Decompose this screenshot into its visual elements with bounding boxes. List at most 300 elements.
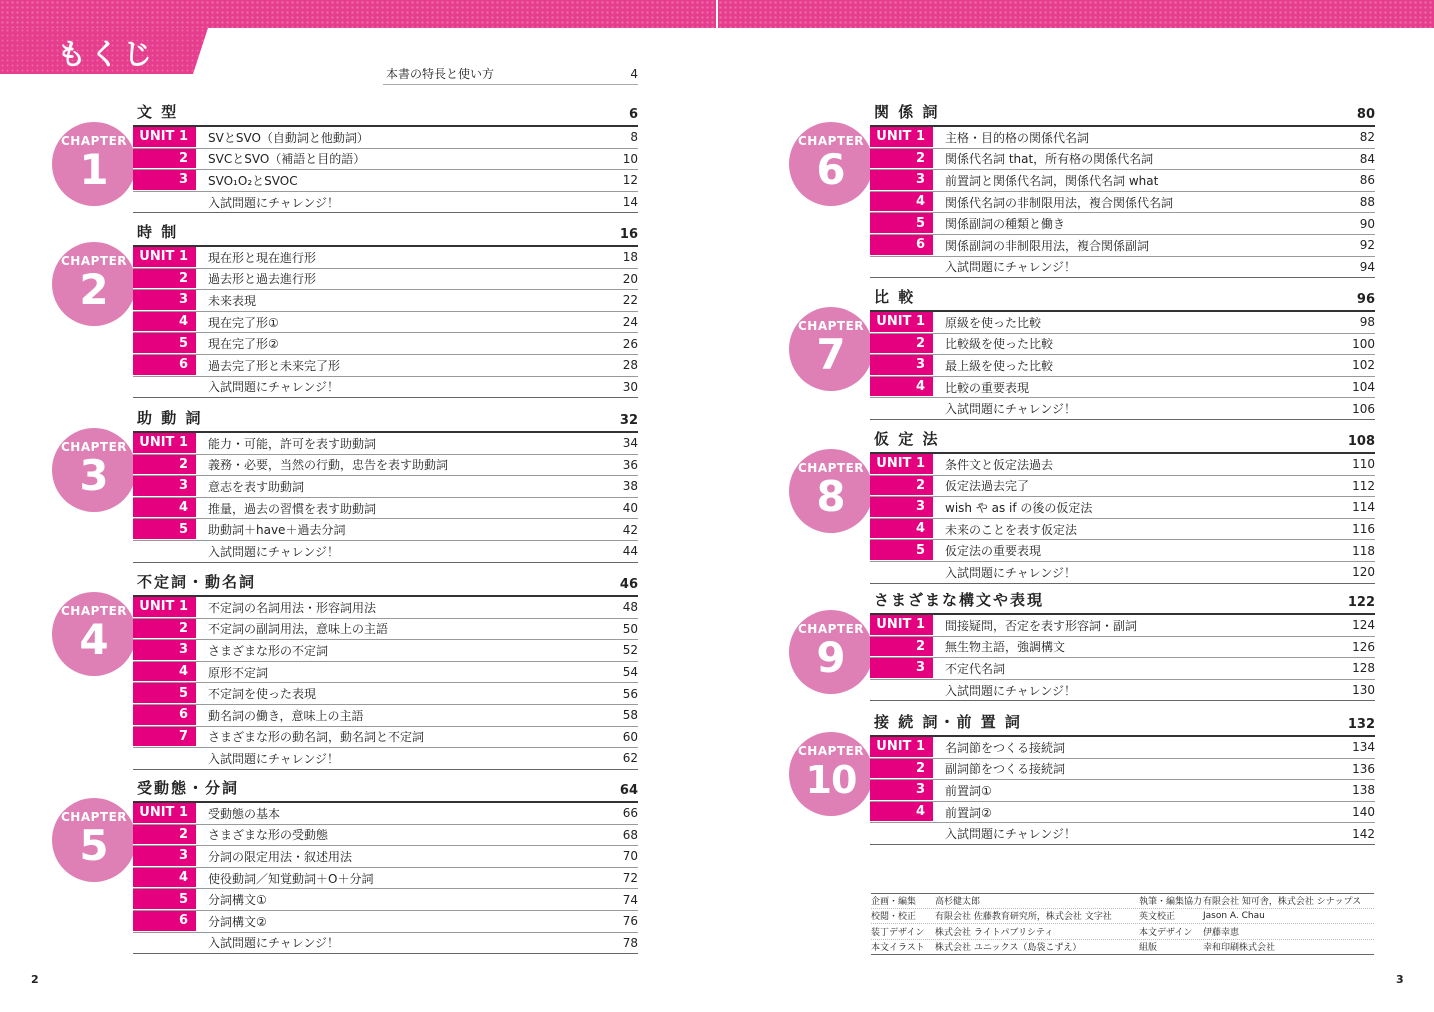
- unit-row[interactable]: [870, 213, 1375, 235]
- unit-badge: 5: [133, 519, 196, 540]
- credits: [871, 893, 1374, 955]
- unit-badge: UNIT 1: [870, 737, 933, 758]
- unit-badge: 6: [870, 235, 933, 256]
- unit-page: 98: [1359, 315, 1375, 330]
- unit-title: 前置詞①: [945, 783, 992, 798]
- unit-row[interactable]: [870, 802, 1375, 824]
- credit-role: 本文デザイン: [1139, 927, 1193, 938]
- unit-page: 40: [622, 501, 638, 516]
- unit-page: 92: [1359, 238, 1375, 253]
- unit-row[interactable]: [870, 334, 1375, 356]
- unit-page: 38: [622, 479, 638, 494]
- unit-page: 88: [1359, 195, 1375, 210]
- chapter-badge: [789, 610, 873, 694]
- unit-title: 意志を表す助動詞: [208, 479, 305, 494]
- intro-page: 4: [630, 66, 638, 81]
- challenge-title: 入試問題にチャレンジ！: [208, 380, 340, 395]
- challenge-page: 62: [622, 751, 638, 766]
- chapter-label: CHAPTER: [60, 440, 128, 454]
- chapter-heading[interactable]: [133, 103, 638, 127]
- chapter-badge: [789, 732, 873, 816]
- unit-title: 前置詞②: [945, 805, 992, 820]
- chapter-page: 96: [1356, 292, 1375, 307]
- unit-page: 58: [622, 708, 638, 723]
- unit-row[interactable]: [133, 498, 638, 520]
- chapter-page: 108: [1347, 434, 1375, 449]
- chapter-title: 受動態・分詞: [137, 779, 240, 797]
- unit-title: 現在完了形①: [208, 315, 279, 330]
- unit-badge: 3: [870, 355, 933, 376]
- challenge-spacer: [870, 562, 933, 583]
- unit-badge: 2: [870, 149, 933, 170]
- chapter-heading[interactable]: [870, 103, 1375, 127]
- challenge-title: 入試問題にチャレンジ！: [208, 544, 340, 559]
- unit-title: さまざまな形の受動態: [208, 828, 329, 843]
- unit-row[interactable]: [133, 705, 638, 727]
- unit-page: 20: [622, 271, 638, 286]
- chapter-entries: [133, 409, 638, 563]
- unit-badge: 2: [133, 269, 196, 290]
- challenge-page: 142: [1352, 826, 1375, 841]
- chapter-label: CHAPTER: [60, 134, 128, 148]
- unit-page: 110: [1352, 457, 1375, 472]
- chapter-number: 2: [79, 265, 109, 314]
- chapter-number: 10: [805, 758, 857, 802]
- challenge-page: 106: [1352, 401, 1375, 416]
- unit-page: 74: [622, 892, 638, 907]
- challenge-page: 120: [1352, 565, 1375, 580]
- unit-title: 不定詞の副詞用法，意味上の主語: [208, 622, 389, 637]
- unit-row[interactable]: [133, 825, 638, 847]
- unit-page: 18: [622, 250, 638, 265]
- chapter-heading[interactable]: [133, 409, 638, 433]
- unit-page: 82: [1359, 130, 1375, 145]
- unit-title: 不定代名詞: [945, 661, 1006, 676]
- unit-badge: UNIT 1: [133, 433, 196, 454]
- unit-page: 114: [1352, 500, 1375, 515]
- unit-row[interactable]: [133, 170, 638, 192]
- chapter-entries: [133, 573, 638, 770]
- unit-row[interactable]: [870, 377, 1375, 399]
- credit-line: [871, 893, 1374, 909]
- challenge-row[interactable]: [870, 562, 1375, 584]
- unit-title: SVO₁O₂とSVOC: [208, 173, 298, 188]
- challenge-title: 入試問題にチャレンジ！: [945, 260, 1077, 275]
- unit-row[interactable]: [870, 497, 1375, 519]
- chapter-page: 16: [619, 227, 638, 242]
- unit-badge: 7: [133, 727, 196, 748]
- challenge-spacer: [133, 192, 196, 213]
- unit-title: 副詞節をつくる接続詞: [945, 762, 1066, 777]
- chapter-number: 9: [816, 633, 846, 682]
- unit-title: 名詞節をつくる接続詞: [945, 740, 1066, 755]
- chapter-number: 7: [816, 330, 846, 379]
- unit-row[interactable]: [133, 519, 638, 541]
- unit-page: 26: [622, 336, 638, 351]
- unit-row[interactable]: [133, 868, 638, 890]
- unit-page: 56: [622, 686, 638, 701]
- unit-title: 義務・必要，当然の行動，忠告を表す助動詞: [208, 458, 449, 473]
- chapter-label: CHAPTER: [797, 134, 865, 148]
- unit-badge: 2: [133, 825, 196, 846]
- credit-line: [871, 940, 1374, 956]
- credit-role: 校閲・校正: [871, 912, 917, 923]
- chapter-page: 122: [1347, 595, 1375, 610]
- unit-title: 原級を使った比較: [945, 315, 1042, 330]
- unit-page: 12: [622, 173, 638, 188]
- challenge-row[interactable]: [870, 398, 1375, 420]
- unit-row[interactable]: [870, 235, 1375, 257]
- challenge-spacer: [133, 377, 196, 398]
- unit-title: さまざまな形の不定詞: [208, 643, 329, 658]
- unit-badge: UNIT 1: [133, 597, 196, 618]
- chapter-title: 仮 定 法: [874, 430, 940, 448]
- challenge-row[interactable]: [870, 823, 1375, 845]
- unit-title: 分詞構文②: [208, 914, 267, 929]
- unit-row[interactable]: [870, 454, 1375, 476]
- credit-role: 執筆・編集協力: [1139, 897, 1203, 908]
- unit-title: 比較級を使った比較: [945, 337, 1054, 352]
- unit-title: SVとSVO（自動詞と他動詞）: [208, 130, 369, 145]
- unit-title: 能力・可能，許可を表す助動詞: [208, 436, 377, 451]
- challenge-row[interactable]: [133, 933, 638, 955]
- chapter-number: 3: [79, 451, 109, 500]
- unit-page: 60: [622, 729, 638, 744]
- unit-page: 90: [1359, 216, 1375, 231]
- credit-line: [871, 924, 1374, 940]
- chapter-heading[interactable]: [870, 713, 1375, 737]
- credit-value: 伊藤幸恵: [1203, 927, 1240, 938]
- credit-role: 本文イラスト: [871, 943, 925, 954]
- unit-row[interactable]: [133, 247, 638, 269]
- unit-page: 48: [622, 600, 638, 615]
- unit-title: さまざまな形の動名詞，動名詞と不定詞: [208, 730, 425, 745]
- page-number-right: 3: [1396, 973, 1404, 986]
- unit-badge: 5: [133, 889, 196, 910]
- unit-row[interactable]: [870, 170, 1375, 192]
- unit-page: 36: [622, 457, 638, 472]
- unit-title: 関係代名詞の非制限用法，複合関係代名詞: [945, 195, 1174, 210]
- unit-badge: 2: [870, 637, 933, 658]
- chapter-entries: [133, 103, 638, 213]
- chapter-badge: [52, 592, 136, 676]
- challenge-title: 入試問題にチャレンジ！: [208, 936, 340, 951]
- challenge-spacer: [133, 748, 196, 769]
- unit-title: 現在完了形②: [208, 337, 279, 352]
- chapter-badge: [52, 798, 136, 882]
- unit-page: 54: [622, 665, 638, 680]
- credit-role: 装丁デザイン: [871, 927, 925, 938]
- chapter-entries: [870, 103, 1375, 278]
- unit-row[interactable]: [870, 192, 1375, 214]
- unit-row[interactable]: [133, 597, 638, 619]
- unit-title: 仮定法過去完了: [945, 479, 1030, 494]
- unit-title: 使役動詞／知覚動詞＋O＋分詞: [208, 871, 374, 886]
- challenge-page: 78: [622, 935, 638, 950]
- chapter-badge: [789, 449, 873, 533]
- credit-value: 有限会社 知可舎，株式会社 シナップス: [1203, 897, 1362, 908]
- unit-page: 126: [1352, 639, 1375, 654]
- unit-row[interactable]: [133, 662, 638, 684]
- unit-page: 134: [1352, 740, 1375, 755]
- unit-row[interactable]: [133, 727, 638, 749]
- unit-badge: 3: [133, 476, 196, 497]
- challenge-spacer: [870, 680, 933, 701]
- chapter-label: CHAPTER: [797, 744, 865, 758]
- unit-row[interactable]: [870, 149, 1375, 171]
- unit-title: 分詞構文①: [208, 893, 267, 908]
- unit-badge: 5: [870, 540, 933, 561]
- chapter-badge: [52, 428, 136, 512]
- unit-row[interactable]: [133, 911, 638, 933]
- unit-title: 最上級を使った比較: [945, 358, 1054, 373]
- unit-page: 8: [630, 130, 638, 145]
- unit-row[interactable]: [133, 889, 638, 911]
- unit-page: 102: [1352, 358, 1375, 373]
- chapter-heading[interactable]: [870, 430, 1375, 454]
- challenge-title: 入試問題にチャレンジ！: [208, 195, 340, 210]
- unit-row[interactable]: [133, 476, 638, 498]
- unit-title: 主格・目的格の関係代名詞: [945, 130, 1090, 145]
- unit-title: 前置詞と関係代名詞，関係代名詞 what: [945, 173, 1159, 188]
- challenge-page: 14: [622, 195, 638, 210]
- unit-row[interactable]: [133, 127, 638, 149]
- credit-value: 株式会社 ライトパブリシティ: [935, 927, 1054, 938]
- unit-row[interactable]: [133, 149, 638, 171]
- unit-page: 52: [622, 643, 638, 658]
- unit-title: 仮定法の重要表現: [945, 544, 1042, 559]
- credit-value: Jason A. Chau: [1203, 910, 1265, 921]
- unit-title: 不定詞を使った表現: [208, 687, 317, 702]
- unit-page: 84: [1359, 151, 1375, 166]
- chapter-heading[interactable]: [870, 591, 1375, 615]
- unit-title: wish や as if の後の仮定法: [945, 500, 1093, 515]
- chapter-entries: [870, 713, 1375, 845]
- unit-page: 24: [622, 315, 638, 330]
- unit-title: 推量，過去の習慣を表す助動詞: [208, 501, 377, 516]
- unit-title: 不定詞の名詞用法・形容詞用法: [208, 600, 377, 615]
- chapter-page: 46: [619, 577, 638, 592]
- unit-row[interactable]: [133, 846, 638, 868]
- unit-row[interactable]: [133, 333, 638, 355]
- unit-badge: 6: [133, 911, 196, 932]
- unit-page: 128: [1352, 661, 1375, 676]
- chapter-number: 8: [816, 472, 846, 521]
- challenge-page: 130: [1352, 683, 1375, 698]
- unit-row[interactable]: [870, 780, 1375, 802]
- unit-badge: 4: [133, 312, 196, 333]
- unit-badge: 4: [133, 868, 196, 889]
- credit-role: 企画・編集: [871, 897, 917, 908]
- unit-title: 未来のことを表す仮定法: [945, 522, 1078, 537]
- unit-page: 66: [622, 806, 638, 821]
- unit-badge: 3: [133, 640, 196, 661]
- unit-row[interactable]: [133, 433, 638, 455]
- chapter-badge: [52, 122, 136, 206]
- unit-badge: 3: [870, 658, 933, 679]
- challenge-row[interactable]: [133, 541, 638, 563]
- unit-badge: 6: [133, 355, 196, 376]
- unit-page: 22: [622, 293, 638, 308]
- chapter-badge: [52, 242, 136, 326]
- unit-badge: UNIT 1: [133, 247, 196, 268]
- unit-title: 過去形と過去進行形: [208, 272, 317, 287]
- unit-page: 116: [1352, 522, 1375, 537]
- unit-badge: UNIT 1: [870, 454, 933, 475]
- chapter-badge: [789, 307, 873, 391]
- unit-page: 138: [1352, 783, 1375, 798]
- unit-row[interactable]: [133, 312, 638, 334]
- unit-title: 現在形と現在進行形: [208, 250, 317, 265]
- challenge-row[interactable]: [133, 748, 638, 770]
- unit-page: 72: [622, 871, 638, 886]
- unit-title: 間接疑問，否定を表す形容詞・副詞: [945, 618, 1138, 633]
- unit-title: 助動詞＋have＋過去分詞: [208, 523, 346, 538]
- chapter-number: 4: [79, 615, 109, 664]
- unit-page: 104: [1352, 380, 1375, 395]
- unit-row[interactable]: [870, 519, 1375, 541]
- challenge-row[interactable]: [870, 680, 1375, 702]
- unit-title: 原形不定詞: [208, 665, 269, 680]
- unit-page: 68: [622, 827, 638, 842]
- unit-row[interactable]: [870, 127, 1375, 149]
- unit-row[interactable]: [870, 658, 1375, 680]
- unit-title: 受動態の基本: [208, 806, 281, 821]
- unit-row[interactable]: [133, 269, 638, 291]
- challenge-page: 30: [622, 379, 638, 394]
- unit-title: SVCとSVO（補語と目的語）: [208, 152, 366, 167]
- unit-row[interactable]: [870, 737, 1375, 759]
- unit-row[interactable]: [870, 759, 1375, 781]
- chapter-page: 6: [628, 107, 638, 122]
- chapter-entries: [870, 288, 1375, 420]
- credit-value: 幸和印刷株式会社: [1203, 943, 1276, 954]
- unit-badge: 2: [133, 619, 196, 640]
- unit-badge: 2: [133, 149, 196, 170]
- unit-badge: 2: [133, 455, 196, 476]
- unit-page: 76: [622, 914, 638, 929]
- unit-row[interactable]: [870, 615, 1375, 637]
- chapter-label: CHAPTER: [797, 622, 865, 636]
- unit-title: 過去完了形と未来完了形: [208, 358, 341, 373]
- unit-row[interactable]: [870, 476, 1375, 498]
- intro-title: 本書の特長と使い方: [386, 67, 495, 81]
- toc-intro-row[interactable]: [383, 63, 638, 85]
- chapter-label: CHAPTER: [60, 254, 128, 268]
- chapter-label: CHAPTER: [797, 461, 865, 475]
- credit-value: 有限会社 佐藤教育研究所，株式会社 文字社: [935, 912, 1112, 923]
- unit-badge: 5: [133, 333, 196, 354]
- challenge-row[interactable]: [870, 257, 1375, 279]
- unit-title: 比較の重要表現: [945, 380, 1030, 395]
- unit-page: 70: [622, 849, 638, 864]
- unit-page: 10: [622, 151, 638, 166]
- unit-title: 関係代名詞 that，所有格の関係代名詞: [945, 152, 1154, 167]
- unit-badge: 3: [133, 290, 196, 311]
- top-band-right: [718, 0, 1434, 28]
- unit-page: 28: [622, 358, 638, 373]
- unit-title: 関係副詞の非制限用法，複合関係副詞: [945, 238, 1150, 253]
- unit-row[interactable]: [133, 803, 638, 825]
- unit-page: 86: [1359, 173, 1375, 188]
- challenge-spacer: [870, 398, 933, 419]
- chapter-page: 32: [619, 413, 638, 428]
- chapter-page: 80: [1356, 107, 1375, 122]
- credit-role: 英文校正: [1139, 912, 1176, 923]
- chapter-entries: [133, 223, 638, 398]
- chapter-title: 助 動 詞: [137, 409, 203, 427]
- challenge-spacer: [133, 541, 196, 562]
- chapter-title: 時 制: [137, 223, 179, 241]
- unit-title: 分詞の限定用法・叙述用法: [208, 849, 353, 864]
- top-band-left: [0, 0, 716, 28]
- chapter-page: 132: [1347, 717, 1375, 732]
- unit-page: 112: [1352, 478, 1375, 493]
- unit-badge: 3: [870, 780, 933, 801]
- chapter-heading[interactable]: [133, 573, 638, 597]
- chapter-label: CHAPTER: [60, 604, 128, 618]
- unit-row[interactable]: [133, 355, 638, 377]
- chapter-number: 5: [79, 821, 109, 870]
- chapter-title: 接 続 詞・前 置 詞: [874, 713, 1022, 731]
- chapter-label: CHAPTER: [60, 810, 128, 824]
- chapter-heading[interactable]: [870, 288, 1375, 312]
- chapter-number: 6: [816, 145, 846, 194]
- unit-row[interactable]: [133, 640, 638, 662]
- chapter-heading[interactable]: [133, 223, 638, 247]
- chapter-title: 関 係 詞: [874, 103, 940, 121]
- unit-title: 動名詞の働き，意味上の主語: [208, 708, 364, 723]
- unit-row[interactable]: [133, 683, 638, 705]
- unit-row[interactable]: [870, 355, 1375, 377]
- unit-page: 118: [1352, 543, 1375, 558]
- chapter-page: 64: [619, 783, 638, 798]
- unit-row[interactable]: [133, 619, 638, 641]
- chapter-heading[interactable]: [133, 779, 638, 803]
- unit-page: 50: [622, 621, 638, 636]
- chapter-title: 比 較: [874, 288, 916, 306]
- chapter-badge: [789, 122, 873, 206]
- challenge-page: 44: [622, 544, 638, 559]
- unit-badge: 2: [870, 476, 933, 497]
- unit-badge: UNIT 1: [870, 615, 933, 636]
- unit-badge: 4: [870, 802, 933, 823]
- unit-badge: 5: [870, 213, 933, 234]
- chapter-entries: [870, 591, 1375, 701]
- unit-badge: 4: [870, 377, 933, 398]
- unit-title: 条件文と仮定法過去: [945, 457, 1054, 472]
- unit-badge: 6: [133, 705, 196, 726]
- challenge-row[interactable]: [133, 377, 638, 399]
- unit-row[interactable]: [870, 637, 1375, 659]
- credit-value: 株式会社 ユニックス（島袋こずえ）: [935, 943, 1082, 954]
- chapter-number: 1: [79, 145, 109, 194]
- unit-page: 34: [622, 436, 638, 451]
- unit-badge: 4: [133, 498, 196, 519]
- unit-row[interactable]: [133, 290, 638, 312]
- unit-page: 100: [1352, 336, 1375, 351]
- unit-row[interactable]: [133, 455, 638, 477]
- page-title: もくじ: [57, 37, 157, 71]
- unit-page: 42: [622, 522, 638, 537]
- unit-badge: 4: [133, 662, 196, 683]
- unit-row[interactable]: [870, 540, 1375, 562]
- challenge-page: 94: [1359, 259, 1375, 274]
- chapter-label: CHAPTER: [797, 319, 865, 333]
- unit-row[interactable]: [870, 312, 1375, 334]
- chapter-title: 文 型: [137, 103, 179, 121]
- challenge-row[interactable]: [133, 192, 638, 214]
